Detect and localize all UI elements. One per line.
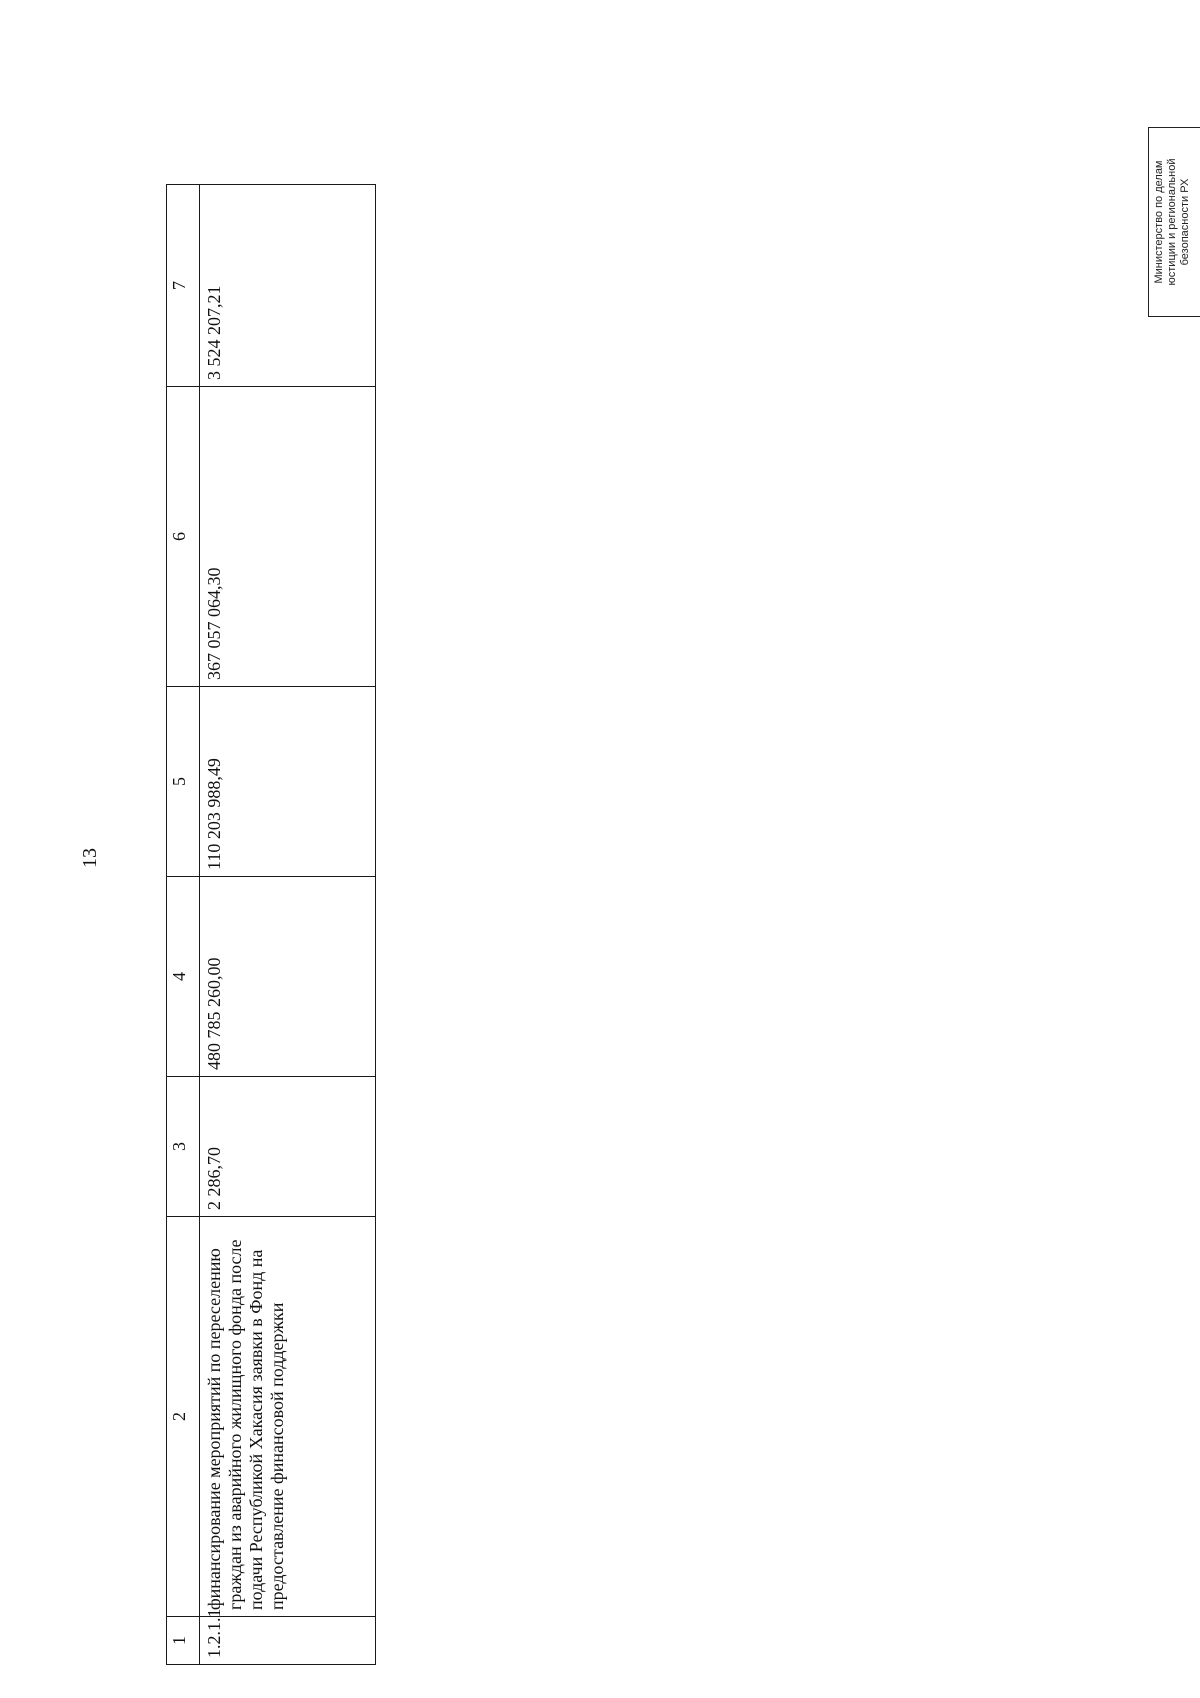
row-value-col3: 2 286,70	[200, 1077, 376, 1217]
row-description: финансирование мероприятий по переселению граждан из аварийного жилищного фонда после подачи Республикой Хакасия заявки в Фонд на предоставление финансовой поддержки	[200, 1217, 376, 1617]
row-value-col4: 480 785 260,00	[200, 877, 376, 1077]
column-header: 5	[167, 687, 200, 877]
row-value-col6: 367 057 064,30	[200, 387, 376, 687]
row-value-col5: 110 203 988,49	[200, 687, 376, 877]
column-header: 1	[167, 1617, 200, 1665]
stamp-line: юстиции и региональной	[1166, 158, 1178, 286]
ministry-stamp	[1148, 127, 1200, 317]
table-header-row	[167, 185, 200, 1665]
column-header: 2	[167, 1217, 200, 1617]
column-header: 3	[167, 1077, 200, 1217]
budget-table	[166, 184, 376, 1665]
column-header: 4	[167, 877, 200, 1077]
column-header: 6	[167, 387, 200, 687]
table-row	[200, 185, 376, 1665]
page-number: 13	[79, 848, 101, 868]
row-value-col7: 3 524 207,21	[200, 185, 376, 387]
column-header: 7	[167, 185, 200, 387]
stamp-line: Министерство по делам	[1153, 160, 1165, 284]
row-code: 1.2.1.1	[200, 1617, 376, 1665]
budget-table-container	[166, 185, 376, 1665]
stamp-line: безопасности РХ	[1179, 178, 1191, 266]
